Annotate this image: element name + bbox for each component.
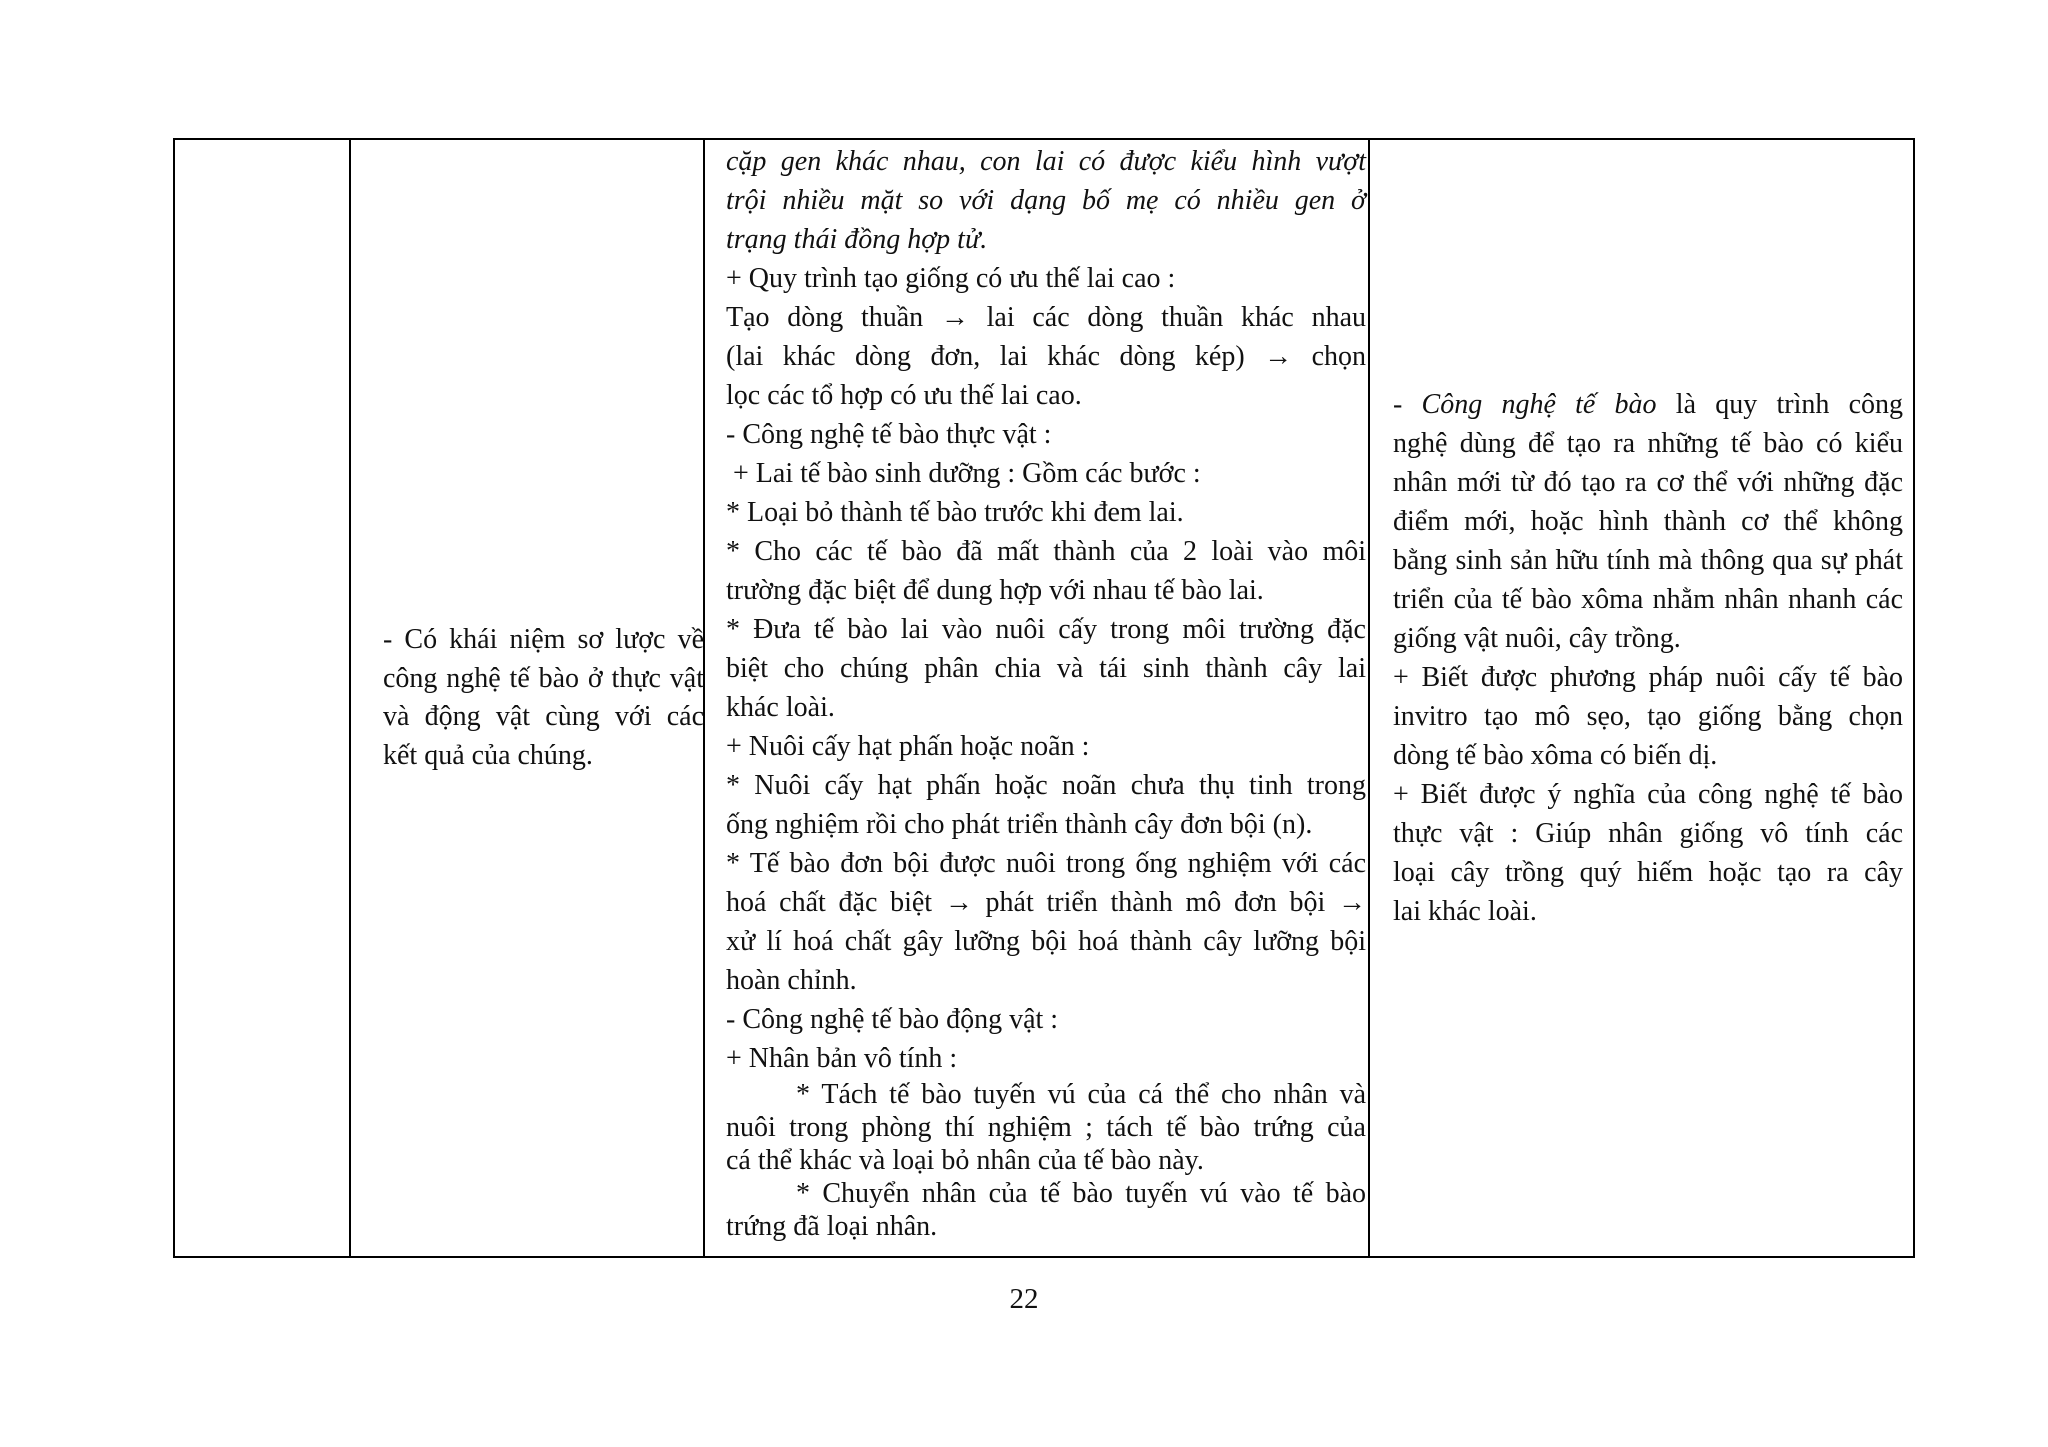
text-line: * Cho các tế bào đã mất thành của 2 loài vào môi <box>726 536 1366 567</box>
text-line: xử lí hoá chất gây lưỡng bội hoá thành cây lưỡng bội <box>726 926 1366 957</box>
text-line: thực vật : Giúp nhân giống vô tính các <box>1393 818 1903 849</box>
column-divider <box>349 140 351 1256</box>
text-line: + Biết được phương pháp nuôi cấy tế bào <box>1393 662 1903 693</box>
text-line: * Nuôi cấy hạt phấn hoặc noãn chưa thụ tinh trong <box>726 770 1366 801</box>
objective-cell <box>371 140 716 1256</box>
text-line: lọc các tổ hợp có ưu thế lai cao. <box>726 380 1082 411</box>
text-line: + Biết được ý nghĩa của công nghệ tế bào <box>1393 779 1903 810</box>
definition-term: - Công nghệ tế bào <box>1393 389 1657 420</box>
text-line: (lai khác dòng đơn, lai khác dòng kép) → chọn <box>726 341 1366 372</box>
text-line: lai khác loài. <box>1393 896 1537 927</box>
text-line: khác loài. <box>726 692 835 723</box>
text-line: Tạo dòng thuần → lai các dòng thuần khác nhau <box>726 302 1366 333</box>
text-line: nuôi trong phòng thí nghiệm ; tách tế bào trứng của <box>726 1112 1366 1143</box>
text-line: * Tế bào đơn bội được nuôi trong ống nghiệm với các <box>726 848 1366 879</box>
text-line: cá thể khác và loại bỏ nhân của tế bào này. <box>726 1145 1204 1176</box>
text-line: * Chuyển nhân của tế bào tuyến vú vào tế bào <box>796 1178 1366 1209</box>
text-line: * Tách tế bào tuyến vú của cá thể cho nhân và <box>796 1079 1366 1110</box>
text-line: biệt cho chúng phân chia và tái sinh thành cây lai <box>726 653 1366 684</box>
text-line: trội nhiều mặt so với dạng bố mẹ có nhiều gen ở <box>726 185 1366 216</box>
text-line: + Nuôi cấy hạt phấn hoặc noãn : <box>726 731 1090 762</box>
text-line: triển của tế bào xôma nhằm nhân nhanh các <box>1393 584 1903 615</box>
text-line: cặp gen khác nhau, con lai có được kiểu hình vượt <box>726 146 1366 177</box>
text-line: - Công nghệ tế bào động vật : <box>726 1004 1059 1035</box>
text-line: * Loại bỏ thành tế bào trước khi đem lai. <box>726 497 1184 528</box>
text-line: hoá chất đặc biệt → phát triển thành mô đơn bội → <box>726 887 1366 918</box>
text-line: + Quy trình tạo giống có ưu thế lai cao : <box>726 263 1176 294</box>
text-line: + Nhân bản vô tính : <box>726 1043 958 1074</box>
text-line: nhân mới từ đó tạo ra cơ thể với những đặc <box>1393 467 1903 498</box>
text-line: + Lai tế bào sinh dưỡng : Gồm các bước : <box>726 458 1201 489</box>
definition-rest: là quy trình công <box>1675 389 1903 420</box>
text-line: ống nghiệm rồi cho phát triển thành cây đơn bội (n). <box>726 809 1313 840</box>
result-cell <box>1379 140 1915 1256</box>
text-line: * Đưa tế bào lai vào nuôi cấy trong môi trường đặc <box>726 614 1366 645</box>
objective-text: - Có khái niệm sơ lược về công nghệ tế bào ở thực vật và động vật cùng với các kết quả của chúng. <box>383 624 704 771</box>
text-line: dòng tế bào xôma có biến dị. <box>1393 740 1718 771</box>
text-line: điểm mới, hoặc hình thành cơ thể không <box>1393 506 1903 537</box>
text-line: loại cây trồng quý hiếm hoặc tạo ra cây <box>1393 857 1903 888</box>
text-line: trường đặc biệt để dung hợp với nhau tế bào lai. <box>726 575 1264 606</box>
text-line: trứng đã loại nhân. <box>726 1211 938 1242</box>
page-number: 22 <box>1009 1283 1039 1315</box>
text-line: hoàn chỉnh. <box>726 965 857 996</box>
text-line: nghệ dùng để tạo ra những tế bào có kiểu <box>1393 428 1903 459</box>
text-line: trạng thái đồng hợp tử. <box>726 224 988 255</box>
text-line: invitro tạo mô sẹo, tạo giống bằng chọn <box>1393 701 1903 732</box>
text-line: giống vật nuôi, cây trồng. <box>1393 623 1681 654</box>
text-line: - Công nghệ tế bào thực vật : <box>726 419 1052 450</box>
text-line <box>1393 385 1903 424</box>
content-table <box>173 138 1915 1258</box>
text-line: bằng sinh sản hữu tính mà thông qua sự phát <box>1393 545 1903 576</box>
content-cell <box>714 140 1378 1256</box>
